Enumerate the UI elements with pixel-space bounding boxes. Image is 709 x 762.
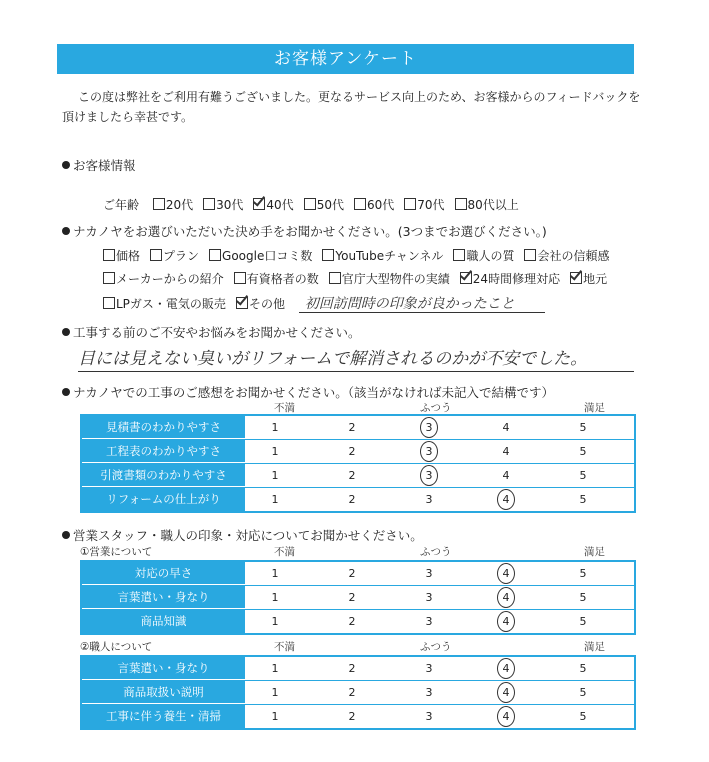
scale-mid-label: ふつう	[420, 546, 452, 558]
rating-row	[82, 464, 634, 488]
checked-box-icon[interactable]	[253, 198, 265, 210]
sales-heading: ①営業について	[80, 546, 153, 558]
selected-circle-icon	[420, 417, 438, 438]
decision-option[interactable]	[460, 272, 560, 286]
age-label: ご年齢	[103, 198, 140, 212]
selected-circle-icon	[497, 658, 515, 679]
rating-option[interactable]: 5	[579, 445, 587, 458]
checkbox-icon[interactable]	[404, 198, 416, 210]
rating-scale	[245, 705, 634, 728]
rating-scale	[245, 488, 634, 511]
rating-option[interactable]: 2	[348, 567, 356, 580]
checkbox-icon[interactable]	[453, 249, 465, 261]
impression-table	[80, 414, 636, 513]
checkbox-icon[interactable]	[524, 249, 536, 261]
rating-option[interactable]: 5	[579, 662, 587, 675]
rating-row	[82, 562, 634, 586]
impression-heading: ナカノヤでの工事のご感想をお聞かせください。（該当がなければ未記入で結構です）	[62, 383, 554, 401]
decision-option[interactable]	[209, 249, 312, 263]
rating-row-label: 言葉遣い・身なり	[82, 586, 245, 609]
age-option[interactable]	[455, 198, 519, 212]
rating-option[interactable]: 4	[502, 662, 510, 675]
rating-row	[82, 440, 634, 464]
rating-option[interactable]: 1	[271, 469, 279, 482]
rating-row	[82, 416, 634, 440]
checkbox-icon[interactable]	[153, 198, 165, 210]
decision-option[interactable]	[236, 297, 285, 311]
worries-heading: 工事する前のご不安やお悩みをお聞かせください。	[62, 323, 361, 341]
rating-option[interactable]: 1	[271, 615, 279, 628]
sales-table	[80, 560, 636, 635]
customer-info-heading: お客様情報	[62, 156, 136, 174]
selected-circle-icon	[420, 465, 438, 486]
craft-table	[80, 655, 636, 730]
bullet-icon	[62, 227, 70, 235]
checkbox-label: YouTubeチャンネル	[335, 249, 444, 263]
scale-mid-label: ふつう	[420, 402, 452, 414]
other-answer: 初回訪問時の印象が良かったこと	[299, 296, 545, 313]
bullet-icon	[62, 531, 70, 539]
age-options	[153, 198, 529, 212]
checkbox-label: 80代以上	[467, 198, 519, 212]
rating-option[interactable]: 1	[271, 662, 279, 675]
checkbox-label: 職人の質	[466, 249, 515, 263]
decision-option[interactable]	[329, 272, 450, 286]
rating-option[interactable]: 1	[271, 686, 279, 699]
checkbox-icon[interactable]	[150, 249, 162, 261]
rating-option[interactable]: 3	[425, 710, 433, 723]
rating-option[interactable]: 2	[348, 710, 356, 723]
staff-heading: 営業スタッフ・職人の印象・対応についてお聞かせください。	[62, 526, 423, 544]
rating-scale	[245, 657, 634, 680]
selected-circle-icon	[497, 489, 515, 510]
selected-circle-icon	[497, 587, 515, 608]
rating-option[interactable]: 4	[502, 445, 510, 458]
age-row	[103, 196, 529, 213]
rating-option[interactable]: 5	[579, 421, 587, 434]
rating-option[interactable]: 5	[579, 493, 587, 506]
decision-row-2	[103, 270, 617, 287]
checkbox-label: Google口コミ数	[222, 249, 313, 263]
rating-option[interactable]: 4	[502, 615, 510, 628]
checkbox-label: 40代	[266, 198, 294, 212]
rating-row-label: 工事に伴う養生・清掃	[82, 705, 245, 728]
decision-option[interactable]	[524, 249, 609, 263]
rating-option[interactable]: 1	[271, 591, 279, 604]
rating-option[interactable]: 1	[271, 493, 279, 506]
checked-box-icon[interactable]	[570, 272, 582, 284]
rating-option[interactable]: 2	[348, 662, 356, 675]
decision-option[interactable]	[103, 272, 224, 286]
rating-option[interactable]: 5	[579, 591, 587, 604]
decision-option[interactable]	[103, 297, 226, 311]
checkbox-icon[interactable]	[103, 249, 115, 261]
age-option[interactable]	[153, 198, 193, 212]
rating-row	[82, 681, 634, 705]
checkbox-label: 官庁大型物件の実績	[341, 272, 450, 286]
bullet-icon	[62, 388, 70, 396]
rating-scale	[245, 610, 634, 633]
decision-row-3	[103, 293, 545, 313]
rating-row	[82, 705, 634, 728]
rating-option[interactable]: 3	[425, 615, 433, 628]
survey-title-banner: お客様アンケート	[57, 44, 634, 74]
rating-option[interactable]: 2	[348, 421, 356, 434]
checkbox-label: メーカーからの紹介	[116, 272, 224, 286]
rating-option[interactable]: 2	[348, 615, 356, 628]
scale-mid-label: ふつう	[420, 641, 452, 653]
rating-row-label: 対応の早さ	[82, 562, 245, 585]
rating-option[interactable]: 2	[348, 445, 356, 458]
rating-option[interactable]: 5	[579, 615, 587, 628]
scale-low-label: 不満	[274, 402, 295, 414]
rating-row-label: 引渡書類のわかりやすさ	[82, 464, 245, 487]
rating-option[interactable]: 1	[271, 710, 279, 723]
checkbox-icon[interactable]	[329, 272, 341, 284]
rating-option[interactable]: 4	[502, 469, 510, 482]
scale-high-label: 満足	[584, 402, 605, 414]
decision-option[interactable]	[322, 249, 443, 263]
rating-scale	[245, 416, 634, 439]
rating-row	[82, 488, 634, 511]
rating-option[interactable]: 3	[425, 469, 433, 482]
checkbox-label: 有資格者の数	[246, 272, 319, 286]
rating-option[interactable]: 1	[271, 567, 279, 580]
checkbox-icon[interactable]	[354, 198, 366, 210]
rating-row-label: 工程表のわかりやすさ	[82, 440, 245, 463]
checkbox-label: 30代	[216, 198, 244, 212]
selected-circle-icon	[420, 441, 438, 462]
checkbox-label: 70代	[417, 198, 445, 212]
checkbox-icon[interactable]	[103, 272, 115, 284]
checkbox-label: 20代	[165, 198, 194, 212]
rating-row-label: 商品知識	[82, 610, 245, 633]
decision-option[interactable]	[570, 272, 607, 286]
rating-row	[82, 610, 634, 633]
rating-option[interactable]: 4	[502, 421, 510, 434]
rating-option[interactable]: 4	[502, 710, 510, 723]
selected-circle-icon	[497, 682, 515, 703]
checkbox-icon[interactable]	[234, 272, 246, 284]
rating-scale	[245, 464, 634, 487]
scale-low-label: 不満	[274, 546, 295, 558]
scale-high-label: 満足	[584, 641, 605, 653]
decision-option[interactable]	[150, 249, 199, 263]
rating-scale	[245, 562, 634, 585]
rating-scale	[245, 586, 634, 609]
checkbox-icon[interactable]	[209, 249, 221, 261]
rating-option[interactable]: 2	[348, 686, 356, 699]
rating-row-label: リフォームの仕上がり	[82, 488, 245, 511]
rating-option[interactable]: 4	[502, 686, 510, 699]
bullet-icon	[62, 328, 70, 336]
rating-option[interactable]: 5	[579, 469, 587, 482]
selected-circle-icon	[497, 706, 515, 727]
checkbox-label: その他	[248, 297, 285, 311]
rating-row-label: 見積書のわかりやすさ	[82, 416, 245, 439]
rating-option[interactable]: 5	[579, 686, 587, 699]
rating-row	[82, 657, 634, 681]
rating-option[interactable]: 4	[502, 493, 510, 506]
scale-low-label: 不満	[274, 641, 295, 653]
rating-option[interactable]: 3	[425, 686, 433, 699]
intro-line-1: この度は弊社をご利用有難うございました。更なるサービス向上のため、お客様からのフィードバックを	[78, 90, 641, 104]
rating-option[interactable]: 2	[348, 493, 356, 506]
decision-option[interactable]	[453, 249, 514, 263]
worries-answer: 目には見えない臭いがリフォームで解消されるのかが不安でした。	[78, 344, 634, 372]
age-option[interactable]	[304, 198, 344, 212]
selected-circle-icon	[497, 563, 515, 584]
rating-row-label: 言葉遣い・身なり	[82, 657, 245, 680]
intro-line-2: 頂けましたら幸甚です。	[62, 110, 194, 124]
rating-option[interactable]: 3	[425, 662, 433, 675]
age-option[interactable]	[354, 198, 394, 212]
rating-row	[82, 586, 634, 610]
age-option[interactable]	[253, 198, 293, 212]
checkbox-icon[interactable]	[304, 198, 316, 210]
age-option[interactable]	[203, 198, 243, 212]
checkbox-label: 50代	[316, 198, 344, 212]
checkbox-label: 地元	[583, 272, 608, 286]
checkbox-label: LPガス・電気の販売	[116, 297, 226, 311]
checkbox-label: 24時間修理対応	[472, 272, 561, 286]
rating-option[interactable]: 3	[425, 445, 433, 458]
craft-heading: ②職人について	[80, 641, 153, 653]
rating-option[interactable]: 5	[579, 710, 587, 723]
scale-high-label: 満足	[584, 546, 605, 558]
age-option[interactable]	[404, 198, 444, 212]
bullet-icon	[62, 161, 70, 169]
rating-option[interactable]: 1	[271, 445, 279, 458]
rating-option[interactable]: 3	[425, 421, 433, 434]
checkbox-icon[interactable]	[322, 249, 334, 261]
checkbox-icon[interactable]	[103, 297, 115, 309]
rating-option[interactable]: 2	[348, 469, 356, 482]
rating-option[interactable]: 3	[425, 567, 433, 580]
checkbox-icon[interactable]	[203, 198, 215, 210]
checkbox-label: 会社の信頼感	[537, 249, 610, 263]
decision-heading: ナカノヤをお選びいただいた決め手をお聞かせください。(3つまでお選びください。)	[62, 222, 547, 240]
checkbox-label: プラン	[163, 249, 200, 263]
rating-option[interactable]: 4	[502, 567, 510, 580]
decision-row-1	[103, 247, 619, 264]
rating-option[interactable]: 4	[502, 591, 510, 604]
rating-row-label: 商品取扱い説明	[82, 681, 245, 704]
checkbox-icon[interactable]	[455, 198, 467, 210]
rating-scale	[245, 440, 634, 463]
checkbox-label: 60代	[366, 198, 395, 212]
decision-option[interactable]	[234, 272, 319, 286]
checked-box-icon[interactable]	[236, 297, 248, 309]
rating-option[interactable]: 3	[425, 493, 433, 506]
selected-circle-icon	[497, 611, 515, 632]
rating-option[interactable]: 5	[579, 567, 587, 580]
rating-option[interactable]: 3	[425, 591, 433, 604]
rating-option[interactable]: 1	[271, 421, 279, 434]
checked-box-icon[interactable]	[460, 272, 472, 284]
rating-scale	[245, 681, 634, 704]
decision-option[interactable]	[103, 249, 140, 263]
rating-option[interactable]: 2	[348, 591, 356, 604]
checkbox-label: 価格	[116, 249, 141, 263]
